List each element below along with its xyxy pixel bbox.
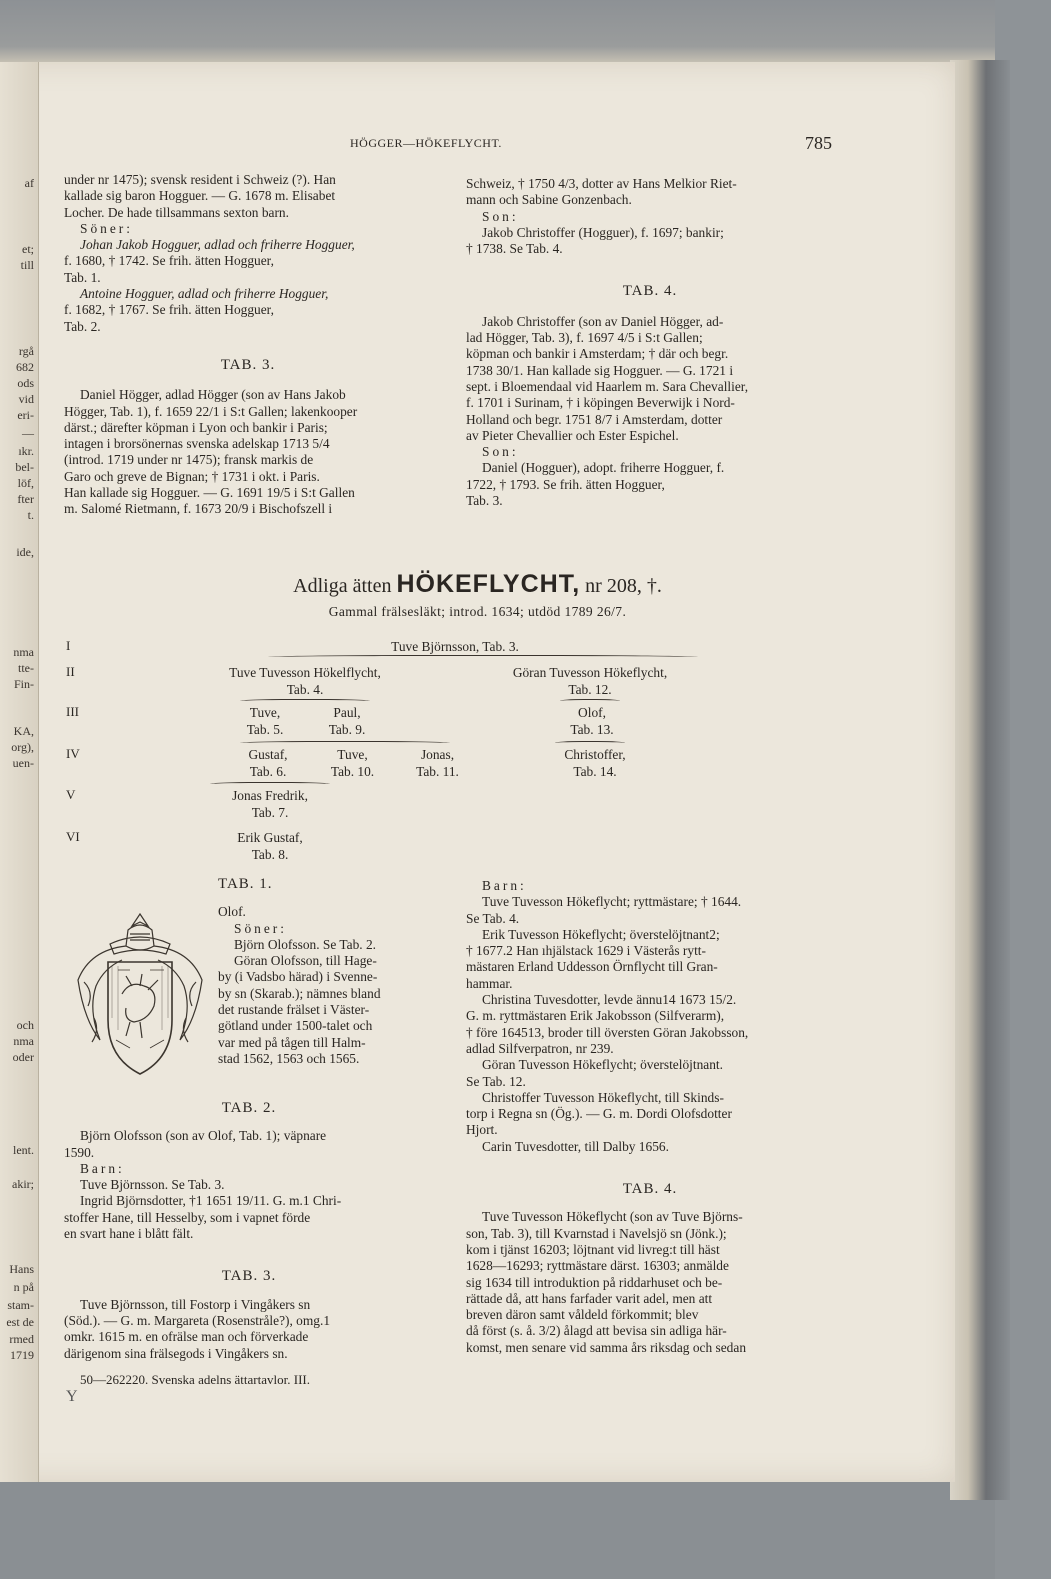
text-line: intagen i brorsönernas svenska adelskap 1713 5/4 [64,436,330,452]
margin-fragment: Hans [9,1262,34,1276]
tab1-block [218,876,433,1067]
text-line: Locher. De hade tillsammans sexton barn. [64,204,289,220]
text-line: av Pieter Chevallier och Ester Espichel. [466,427,679,443]
tab3-entry [64,387,432,517]
text-line: Tuve Tuvesson Hökeflycht (son av Tuve Björns- [482,1209,743,1225]
node-tuve-tuvesson [195,664,415,698]
node-name: Jonas Fredrik, [232,788,308,803]
margin-fragment: et; [22,242,34,256]
margin-fragment: akir; [12,1177,34,1191]
node-goran-tuvesson [480,664,700,698]
bottom-mark: Y [66,1388,78,1405]
margin-fragment: stam- [7,1298,34,1312]
node-tab: Tab. 11. [416,764,459,779]
node-name: Christoffer, [564,747,626,762]
text-line: köpman och bankir i Amsterdam; † där och begr. [466,346,729,362]
coat-of-arms-image [70,910,210,1080]
text-line: Björn Olofsson. Se Tab. 2. [234,936,377,952]
node-tuve-gen4 [315,746,390,780]
text-line: Se Tab. 12. [466,1073,526,1089]
node-tab: Tab. 5. [246,722,284,737]
node-name: Jonas, [420,747,455,762]
top-left-column [64,172,432,518]
margin-fragment: rmed [9,1332,34,1346]
margin-fragment: nma [13,645,34,659]
text-line: Olof. [218,904,246,920]
children-list [466,894,834,1155]
family-title [0,570,955,599]
text-line: sig 1634 till introduktion på riddarhuset och be- [466,1274,723,1290]
margin-fragment: rgå [18,344,34,358]
node-name: Gustaf, [248,747,288,762]
running-head: HÖGGER—HÖKEFLYCHT. [350,136,502,150]
text-line: (Söd.). — G. m. Margareta (Rosenstråle?), omg.1 [64,1312,331,1328]
node-name: Tuve, [249,705,281,720]
node-name: Tuve Tuvesson Hökelflycht, [229,665,381,680]
text-line: Jakob Christoffer (son av Daniel Högger, ad- [482,313,724,329]
node-tab: Tab. 6. [249,764,287,779]
margin-fragment: eri- [17,408,34,422]
text-line: komst, men senare vid samma års riksdag och sedan [466,1339,747,1355]
text-line: Erik Tuvesson Hökeflycht; överstelöjtnant2; [482,926,720,942]
text-line: hammar. [466,975,513,991]
node-name: Olof, [578,705,606,720]
text-line: Tuve Björnsson. Se Tab. 3. [80,1177,225,1193]
text-line: 1738 30/1. Han kallade sig Hogguer. — G. 1721 i [466,362,734,378]
margin-fragment: org), [11,740,34,754]
text-line: Daniel (Hogguer), adopt. friherre Hogguer, f. [482,460,725,476]
node-tab: Tab. 12. [568,682,612,697]
top-left-text [64,172,432,335]
margin-fragment: lent. [13,1143,34,1157]
text-line: därigenom sina frälsegods i Vingåkers sn. [64,1345,288,1361]
text-line: son, Tab. 3), till Kvarnstad i Navelsjö sn (Jönk.); [466,1225,727,1241]
text-line: sept. i Bloemendaal vid Haarlem m. Sara Chevallier, [466,378,749,394]
text-line: det rustande frälset i Väster- [218,1002,370,1018]
text-line: kom i tjänst 16203; löjtnant vid livreg:t till häst [466,1241,720,1257]
margin-fragment: ods [17,376,34,390]
tab-heading: TAB. 2. [221,1100,277,1116]
tab3-entry [64,1297,434,1362]
family-name: HÖKEFLYCHT, [396,570,581,598]
text-line: f. 1682, † 1767. Se frih. ätten Hogguer, [64,302,274,318]
text-line: Göran Olofsson, till Hage- [234,953,377,969]
text-line: Carin Tuvesdotter, till Dalby 1656. [482,1138,669,1154]
text-line: mann och Sabine Gonzenbach. [466,192,632,208]
margin-fragment: ıkr. [18,444,34,458]
margin-fragment: 1719 [10,1348,34,1362]
margin-fragment: ide, [16,545,34,559]
top-right-column [466,176,834,509]
text-line: rättade då, att hans farfader varit adel, men att [466,1290,713,1306]
tab2-entry [64,1128,434,1242]
text-line: Antoine Hogguer, adlad och friherre Hogguer, [80,286,329,302]
text-line: Christina Tuvesdotter, levde ännu14 1673 15/2. [482,992,737,1008]
text-line: 1628—16293; ryttmästare därst. 16303; anmälde [466,1258,729,1274]
text-line: stad 1562, 1563 och 1565. [218,1050,360,1066]
printer-footer: 50—262220. Svenska adelns ättartavlor. III. [80,1372,310,1387]
text-line: f. 1701 i Surinam, † i köpingen Beverwijk i Nord- [466,395,735,411]
text-line: Björn Olofsson (son av Olof, Tab. 1); väpnare [80,1128,327,1144]
node-jonas-fredrik [205,787,335,821]
tab-heading: TAB. 3. [221,1268,277,1285]
text-line: under nr 1475); svensk resident i Schweiz (?). Han [64,172,336,187]
node-root: Tuve Björnsson, Tab. 3. [391,639,519,654]
barn-label: Barn: [482,878,527,893]
node-erik-gustaf [205,829,335,863]
text-line: götland under 1500-talet och [218,1018,373,1034]
text-line: Hjort. [466,1122,498,1138]
node-tab: Tab. 9. [328,722,366,737]
family-subtitle: Gammal frälsesläkt; introd. 1634; utdöd 1789 26/7. [328,604,627,619]
text-line: Schweiz, † 1750 4/3, dotter av Hans Melkior Riet- [466,176,737,191]
node-name: Paul, [333,705,361,720]
generation-label: II [66,664,75,679]
tab1-entry [218,904,433,1067]
text-line: var med på tågen till Halm- [218,1034,366,1050]
text-line: Tab. 1. [64,269,101,285]
node-tab: Tab. 13. [570,722,614,737]
top-right-text [466,176,834,257]
tab-heading: TAB. 3. [220,356,276,373]
title-suffix: nr 208, †. [585,575,662,597]
margin-fragment: t. [27,508,34,522]
text-line: † 1677.2 Han ıhjälstack 1629 i Västerås rytt- [466,943,706,959]
text-line: by sn (Skarab.); nämnes bland [218,985,381,1001]
text-line: † 1738. Se Tab. 4. [466,241,563,257]
text-line: breven däron samt våldeld förkommit; blev [466,1307,699,1323]
margin-fragment: est de [6,1315,34,1329]
text-line: Högger, Tab. 1), f. 1659 22/1 i S:t Gallen; lakenkooper [64,403,358,419]
margin-fragment: och [16,1018,34,1032]
text-line: Barn: [80,1160,125,1176]
margin-fragment: fter [17,492,34,506]
title-prefix: Adliga ätten [293,575,392,597]
node-name: Göran Tuvesson Hökeflycht, [512,665,668,680]
margin-fragment: bel- [15,460,34,474]
node-tuve-gen3 [230,704,300,738]
margin-fragment: löf, [17,476,34,490]
text-line: stoffer Hane, till Hesselby, som i vapnet förde [64,1209,311,1225]
scan-top-background [0,0,995,66]
text-line: Tab. 3. [466,493,503,509]
node-paul [312,704,382,738]
tab-heading: TAB. 4. [622,1181,678,1198]
generation-label: I [66,638,71,653]
node-name: Tuve, [337,747,368,762]
text-line: † före 164513, broder till översten Göran Jakobsson, [466,1024,749,1040]
text-line: Tab. 2. [64,318,101,334]
node-tab: Tab. 4. [286,682,324,697]
text-line: (introd. 1719 under nr 1475); fransk markis de [64,452,314,468]
text-line: mästaren Erland Uddesson Örnflycht till Gran- [466,959,718,975]
bottom-right-column [466,878,834,1356]
margin-fragment: 682 [16,360,34,374]
margin-fragment: Fin- [13,677,34,691]
margin-fragment: — [22,426,34,440]
margin-fragment: af [24,176,34,190]
node-name: Erik Gustaf, [237,830,303,845]
text-line: Söner: [80,220,133,236]
margin-fragment: n på [13,1280,34,1294]
generation-label: V [66,787,76,802]
text-line: Christoffer Tuvesson Hökeflycht, till Skinds- [482,1089,724,1105]
node-christoffer [545,746,645,780]
text-line: därst.; därefter köpman i Lyon och bankir i Paris; [64,419,328,435]
text-line: Se Tab. 4. [466,910,520,926]
text-line: 1722, † 1793. Se frih. ätten Hogguer, [466,476,665,492]
margin-fragment: till [20,258,34,272]
generation-label: III [66,704,79,719]
node-tab: Tab. 8. [251,847,289,862]
tab4-entry [466,314,834,510]
margin-fragment: KA, [13,724,34,738]
text-line: Garo och greve de Bignan; † 1731 i okt. i Paris. [64,468,320,484]
tab-heading: TAB. 4. [622,283,678,300]
node-jonas [400,746,475,780]
margin-fragment: tte- [18,661,34,675]
text-line: Tuve Björnsson, till Fostorp i Vingåkers sn [80,1296,311,1312]
margin-fragment: oder [12,1050,34,1064]
text-line: Johan Jakob Hogguer, adlad och friherre Hogguer, [80,237,355,253]
margin-fragment: uen- [12,756,34,770]
generation-label: VI [66,829,80,844]
text-line: G. m. ryttmästaren Erik Jakobsson (Silfverarm), [466,1008,725,1024]
node-olof [552,704,632,738]
page-number: 785 [805,133,832,153]
text-line: Daniel Högger, adlad Högger (son av Hans Jakob [80,387,346,403]
text-line: Söner: [234,920,287,936]
tab4-entry [466,1209,834,1356]
book-page-edges [950,60,1010,1500]
text-line: Göran Tuvesson Hökeflycht; överstelöjtnant. [482,1057,724,1073]
text-line: torp i Regna sn (Ög.). — G. m. Dordi Olofsdotter [466,1106,732,1122]
generation-label: IV [66,746,80,761]
text-line: omkr. 1615 m. en ofrälse man och förverkade [64,1329,309,1345]
text-line: en svart hane i blått fält. [64,1226,194,1242]
text-line: Son: [482,444,519,460]
node-tab: Tab. 10. [330,764,375,779]
text-line: Son: [482,208,519,224]
margin-fragment: vid [18,392,34,406]
text-line: Ingrid Björnsdotter, †1 1651 19/11. G. m.1 Chri- [80,1193,342,1209]
node-tab: Tab. 14. [573,764,617,779]
text-line: Han kallade sig Hogguer. — G. 1691 19/5 i S:t Gallen [64,485,355,501]
tab-heading: TAB. 1. [218,876,273,892]
brace [268,655,698,660]
margin-fragment: nma [13,1034,34,1048]
text-line: då först (s. å. 3/2) ålagd att bevisa sin adliga här- [466,1323,727,1339]
text-line: f. 1680, † 1742. Se frih. ätten Hogguer, [64,253,274,269]
node-gustaf [228,746,308,780]
text-line: Holland och begr. 1751 8/7 i Amsterdam, dotter [466,411,723,427]
node-tab: Tab. 7. [251,805,289,820]
bottom-left-column [64,1100,434,1362]
text-line: Jakob Christoffer (Hogguer), f. 1697; bankir; [482,224,724,240]
text-line: lad Högger, Tab. 3), f. 1697 4/5 i S:t Gallen; [466,330,703,346]
text-line: by (i Vadsbo härad) i Svenne- [218,969,378,985]
text-line: m. Salomé Rietmann, f. 1673 20/9 i Bischofszell i [64,501,333,517]
text-line: Tuve Tuvesson Hökeflycht; ryttmästare; † 1644. [482,894,742,910]
text-line: kallade sig baron Hogguer. — G. 1678 m. Elisabet [64,188,336,204]
text-line: 1590. [64,1144,95,1160]
text-line: adlad Silfverpatron, nr 239. [466,1040,614,1056]
